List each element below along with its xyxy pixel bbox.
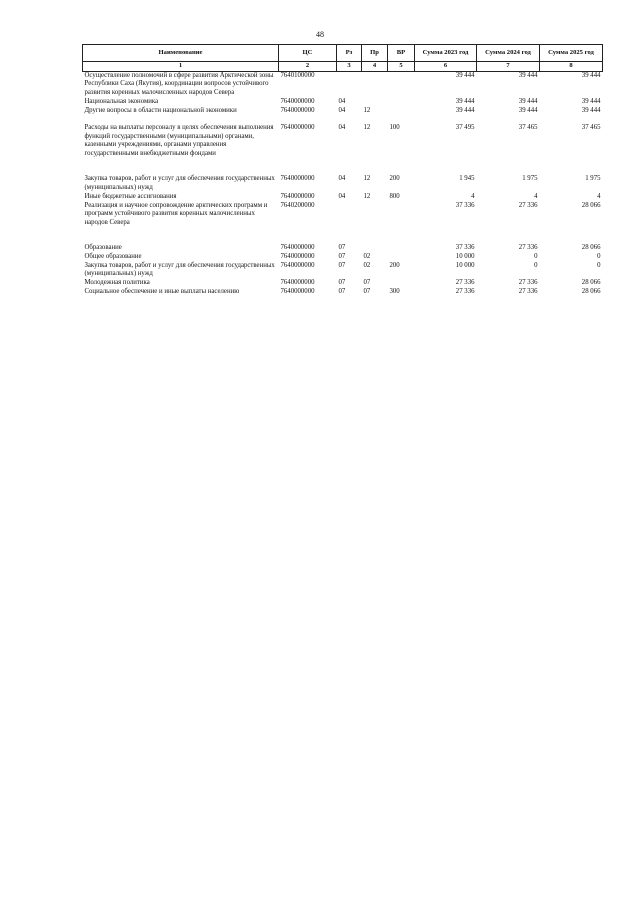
row-sum-2023: 39 444 — [455, 71, 475, 79]
table-row — [83, 71, 603, 98]
row-vr — [388, 98, 415, 107]
column-number: 8 — [540, 62, 603, 72]
row-name: Закупка товаров, работ и услуг для обеспечения государственных (муниципальных) нужд — [84, 175, 275, 191]
row-sum-2024: 0 — [534, 252, 538, 260]
row-cs: 7640100000 — [280, 71, 315, 79]
row-sum-2025: 1 975 — [585, 175, 601, 183]
row-sum-2023: 39 444 — [455, 106, 475, 114]
row-sum-2023: 10 000 — [455, 252, 475, 260]
row-pr: 12 — [363, 106, 371, 114]
column-number: 7 — [477, 62, 540, 72]
row-vr: 100 — [389, 123, 400, 131]
row-rz: 07 — [338, 288, 346, 296]
row-rz — [337, 202, 362, 236]
row-cs: 7640000000 — [280, 252, 315, 260]
row-cs: 7640000000 — [280, 192, 315, 200]
budget-table — [82, 44, 603, 297]
row-sum-2025: 39 444 — [581, 106, 601, 114]
header-vr: ВР — [388, 45, 415, 62]
row-cs: 7640000000 — [280, 279, 315, 287]
row-cs: 7640000000 — [280, 261, 315, 269]
table-row — [83, 98, 603, 107]
row-name: Образование — [84, 243, 122, 251]
row-sum-2025: 28 066 — [581, 288, 601, 296]
header-sum-2024: Сумма 2024 год — [477, 45, 540, 62]
row-name: Молодежная политика — [84, 279, 150, 287]
column-number-row — [83, 62, 603, 72]
row-rz: 07 — [338, 279, 346, 287]
row-sum-2024: 39 444 — [518, 71, 538, 79]
row-name: Социальное обеспечение и иные выплаты населению — [84, 288, 240, 296]
row-name: Иные бюджетные ассигнования — [84, 192, 177, 200]
row-rz: 04 — [338, 106, 346, 114]
row-sum-2023: 37 336 — [455, 201, 475, 209]
table-row — [83, 116, 603, 175]
row-pr: 12 — [363, 123, 371, 131]
row-vr — [388, 202, 415, 236]
row-sum-2024: 39 444 — [518, 106, 538, 114]
row-name: Осуществление полномочий в сфере развития Арктической зоны Республики Саха (Якутия), координации вопросов устойчивого развития коренных малочисленных народов Севера — [84, 71, 274, 97]
row-name: Национальная экономика — [84, 98, 159, 106]
row-pr: 02 — [363, 261, 371, 269]
row-sum-2023: 1 945 — [459, 175, 475, 183]
row-sum-2023: 37 336 — [455, 243, 475, 251]
row-sum-2023: 39 444 — [455, 98, 475, 106]
column-number: 6 — [415, 62, 477, 72]
row-sum-2025: 4 — [597, 192, 601, 200]
column-number: 5 — [388, 62, 415, 72]
row-cs: 7640000000 — [280, 243, 315, 251]
header-rz: Рз — [337, 45, 362, 62]
row-pr: 07 — [363, 288, 371, 296]
row-sum-2025: 37 465 — [581, 123, 601, 131]
row-pr — [362, 202, 388, 236]
table-row — [83, 202, 603, 236]
table-row — [83, 288, 603, 297]
header-sum-2023: Сумма 2023 год — [415, 45, 477, 62]
column-number: 4 — [362, 62, 388, 72]
row-vr — [388, 236, 415, 253]
row-pr — [362, 71, 388, 98]
row-sum-2023: 27 336 — [455, 288, 475, 296]
row-sum-2023: 10 000 — [455, 261, 475, 269]
column-number: 2 — [279, 62, 337, 72]
table-row — [83, 262, 603, 280]
row-sum-2025: 0 — [597, 252, 601, 260]
row-sum-2024: 27 336 — [518, 201, 538, 209]
table-row — [83, 236, 603, 253]
row-sum-2023: 4 — [471, 192, 475, 200]
column-number: 3 — [337, 62, 362, 72]
column-number: 1 — [83, 62, 279, 72]
table-row — [83, 175, 603, 193]
row-vr — [388, 253, 415, 262]
row-sum-2025: 28 066 — [581, 243, 601, 251]
row-sum-2025: 28 066 — [581, 201, 601, 209]
header-sum-2025: Сумма 2025 год — [540, 45, 603, 62]
page-number: 48 — [316, 30, 324, 39]
row-sum-2024: 27 336 — [518, 288, 538, 296]
header-pr: Пр — [362, 45, 388, 62]
row-sum-2025: 28 066 — [581, 279, 601, 287]
row-rz: 04 — [338, 98, 346, 106]
table-row — [83, 107, 603, 116]
row-rz: 07 — [338, 261, 346, 269]
row-vr — [388, 107, 415, 116]
table-body — [83, 71, 603, 297]
row-name: Расходы на выплаты персоналу в целях обеспечения выполнения функций государственными (муниципальными) органами, казенными учреждениями, органами управления государственными внебюджетными фондами — [84, 123, 274, 158]
header-name: Наименование — [83, 45, 279, 62]
row-sum-2024: 4 — [534, 192, 538, 200]
row-sum-2023: 27 336 — [455, 279, 475, 287]
row-vr: 800 — [389, 192, 400, 200]
row-cs: 7640000000 — [280, 98, 315, 106]
row-vr — [388, 71, 415, 98]
row-sum-2024: 27 336 — [518, 279, 538, 287]
row-sum-2024: 27 336 — [518, 243, 538, 251]
row-sum-2025: 39 444 — [581, 71, 601, 79]
row-sum-2025: 0 — [597, 261, 601, 269]
row-sum-2024: 0 — [534, 261, 538, 269]
row-cs: 7640000000 — [280, 288, 315, 296]
row-name: Закупка товаров, работ и услуг для обеспечения государственных (муниципальных) нужд — [84, 261, 275, 278]
row-rz: 04 — [338, 123, 346, 131]
header-cs: ЦС — [279, 45, 337, 62]
row-vr: 200 — [389, 261, 400, 269]
row-rz — [337, 71, 362, 98]
row-cs: 7640000000 — [280, 106, 315, 114]
row-cs: 7640000000 — [280, 175, 315, 183]
row-name: Другие вопросы в области национальной экономики — [84, 106, 237, 114]
row-name: Реализация и научное сопровождение арктических программ и программ устойчивого развития коренных малочисленных народов Севера — [84, 201, 268, 227]
row-pr: 07 — [363, 279, 371, 287]
row-sum-2025: 39 444 — [581, 98, 601, 106]
row-sum-2024: 1 975 — [522, 175, 538, 183]
row-pr: 12 — [363, 192, 371, 200]
row-rz: 04 — [338, 175, 346, 183]
row-cs: 7640200000 — [280, 201, 315, 209]
row-pr — [362, 236, 388, 253]
row-cs: 7640000000 — [280, 123, 315, 131]
table-row — [83, 279, 603, 288]
row-sum-2023: 37 495 — [455, 123, 475, 131]
row-pr: 12 — [363, 175, 371, 183]
row-name: Общее образование — [84, 252, 142, 260]
header-row — [83, 45, 603, 62]
row-sum-2024: 37 465 — [518, 123, 538, 131]
row-sum-2024: 39 444 — [518, 98, 538, 106]
row-pr: 02 — [363, 252, 371, 260]
table-row — [83, 193, 603, 202]
row-vr: 300 — [389, 288, 400, 296]
row-rz: 07 — [338, 243, 346, 251]
table-row — [83, 253, 603, 262]
row-vr: 200 — [389, 175, 400, 183]
row-rz: 07 — [338, 252, 346, 260]
row-rz: 04 — [338, 192, 346, 200]
row-pr — [362, 98, 388, 107]
row-vr — [388, 279, 415, 288]
